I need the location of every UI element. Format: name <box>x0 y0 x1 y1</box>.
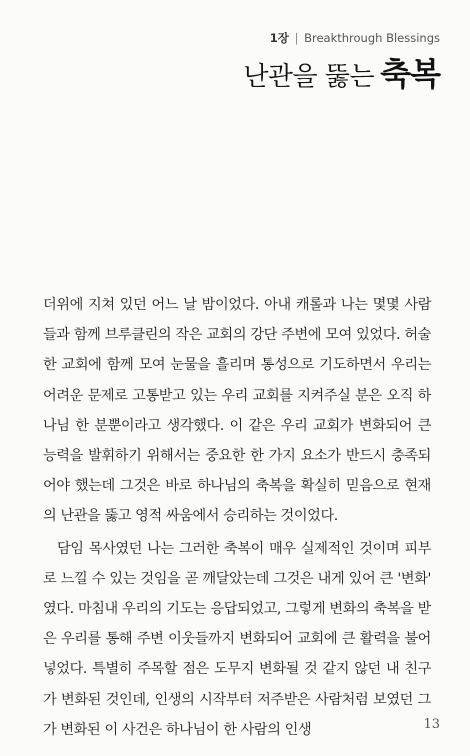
chapter-number: 1장 <box>269 31 289 45</box>
body-text <box>43 290 431 745</box>
paragraph: 담임 목사였던 나는 그러한 축복이 매우 실제적인 것이며 피부로 느낄 수 있는 것임을 곧 깨달았는데 그것은 내게 있어 큰 '변화' 였다. 마침내 우리의 기도는 응답되었고, 그렇게 변화의 축복을 받은 우리를 통해 주변 이웃들까지 변화되어 교회에 큰 활력을 불어넣었다. 특별히 주목할 점은 도무지 변화될 것 같지 않던 내 친구가 변화된 것인데, 인생의 시작부터 저주받은 사람처럼 보였던 그가 변화된 이 사건은 하나님이 한 사람의 인생 <box>43 540 431 738</box>
page-number: 13 <box>423 717 440 732</box>
section-title <box>243 55 440 93</box>
chapter-tag <box>270 30 440 46</box>
paragraph: 더위에 지쳐 있던 어느 날 밤이었다. 아내 캐롤과 나는 몇몇 사람들과 함께 브루클린의 작은 교회의 강단 주변에 모여 있었다. 허술한 교회에 함께 모여 눈물을 흘리며 통성으로 기도하면서 우리는 어려운 문제로 고통받고 있는 우리 교회를 지켜주실 분은 오직 하나님 한 분뿐이라고 생각했다. 이 같은 우리 교회가 변화되어 큰 능력을 발휘하기 위해서는 중요한 한 가지 요소가 반드시 충족되어야 했는데 그것은 바로 하나님의 축복을 확실히 믿음으로 현재의 난관을 뚫고 영적 싸움에서 승리하는 것이었다. <box>43 297 431 525</box>
section-title-main: 난관을 뚫는 <box>243 62 375 92</box>
chapter-separator: | <box>294 31 299 45</box>
section-title-emphasis: 축복 <box>380 55 440 93</box>
chapter-title: Breakthrough Blessings <box>304 31 440 45</box>
